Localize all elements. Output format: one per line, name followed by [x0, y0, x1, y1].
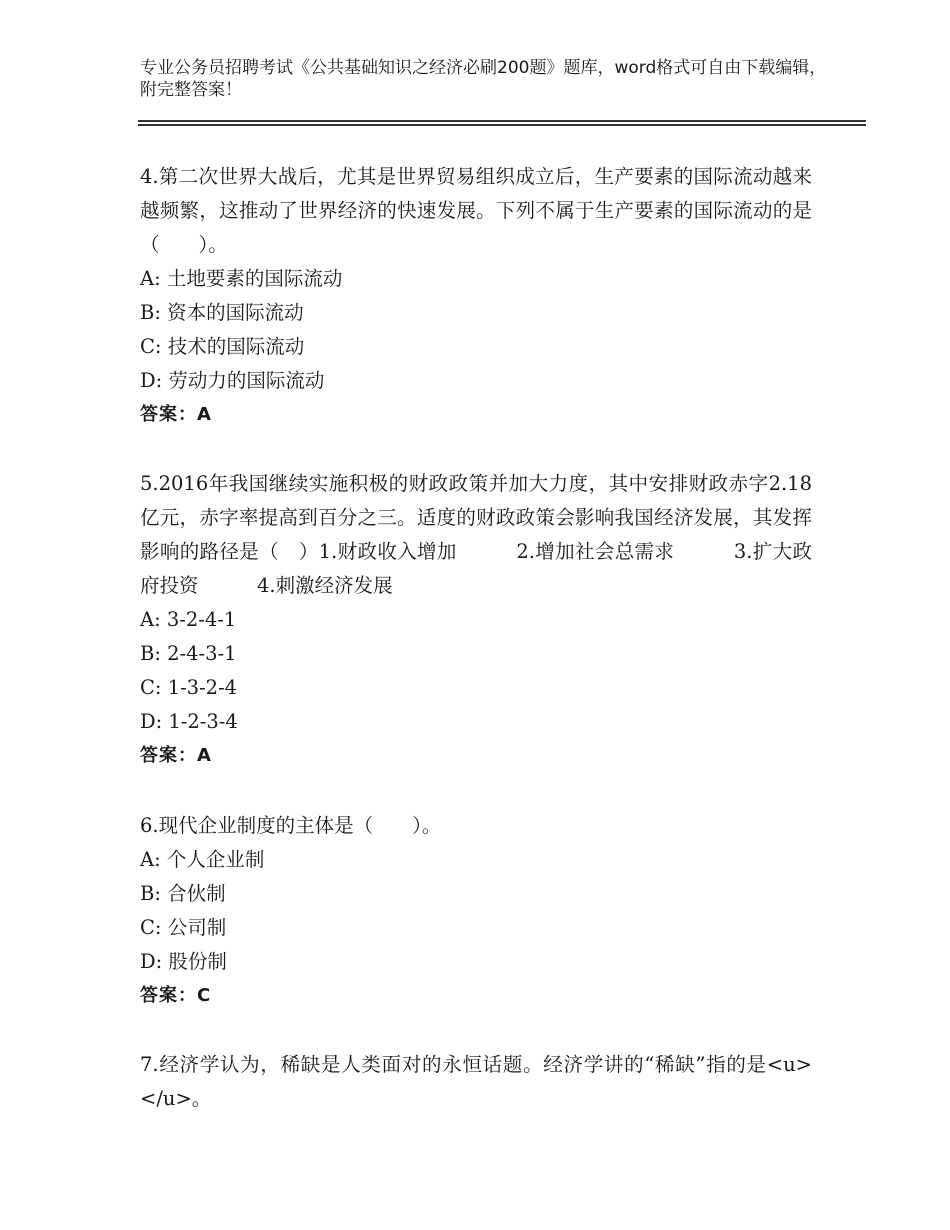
answer-value: A [197, 745, 212, 766]
answer-value: A [197, 404, 212, 425]
option-a: A: 土地要素的国际流动 [140, 267, 343, 290]
option-c: C: 1-3-2-4 [140, 676, 238, 699]
question-stem: 7.经济学认为，稀缺是人类面对的永恒话题。经济学讲的“稀缺”指的是<u> </u>。 [140, 1053, 871, 1110]
header-divider [138, 120, 866, 126]
option-d: D: 劳动力的国际流动 [140, 369, 325, 392]
question-5 [140, 467, 812, 773]
option-a: A: 3-2-4-1 [140, 608, 237, 631]
option-b: B: 资本的国际流动 [140, 301, 304, 324]
question-4 [140, 160, 812, 432]
option-c: C: 公司制 [140, 916, 227, 939]
answer-line [140, 979, 812, 1013]
question-stem: 6.现代企业制度的主体是（ ）。 [140, 814, 442, 837]
answer-label: 答案： [140, 404, 197, 425]
option-c: C: 技术的国际流动 [140, 335, 305, 358]
option-d: D: 1-2-3-4 [140, 710, 238, 733]
option-b: B: 2-4-3-1 [140, 642, 237, 665]
answer-label: 答案： [140, 745, 197, 766]
question-stem: 5.2016年我国继续实施积极的财政政策并加大力度，其中安排财政赤字2.18亿元，赤字率提高到百分之三。适度的财政政策会影响我国经济发展，其发挥影响的路径是（ ）1.财政收入增加 2.增加社会总需求 3.扩大政府投资 4.刺激经济发展 [140, 472, 812, 597]
option-b: B: 合伙制 [140, 882, 226, 905]
document-header: 专业公务员招聘考试《公共基础知识之经济必刷200题》题库，word格式可自由下载编辑，附完整答案！ [140, 58, 827, 100]
question-6 [140, 809, 812, 1013]
answer-line [140, 739, 812, 773]
question-stem: 4.第二次世界大战后，尤其是世界贸易组织成立后，生产要素的国际流动越来越频繁，这推动了世界经济的快速发展。下列不属于生产要素的国际流动的是（ ）。 [140, 165, 812, 256]
option-d: D: 股份制 [140, 950, 227, 973]
option-a: A: 个人企业制 [140, 848, 265, 871]
answer-label: 答案： [140, 985, 197, 1006]
question-7 [140, 1048, 871, 1116]
answer-line [140, 398, 812, 432]
answer-value: C [197, 985, 212, 1006]
